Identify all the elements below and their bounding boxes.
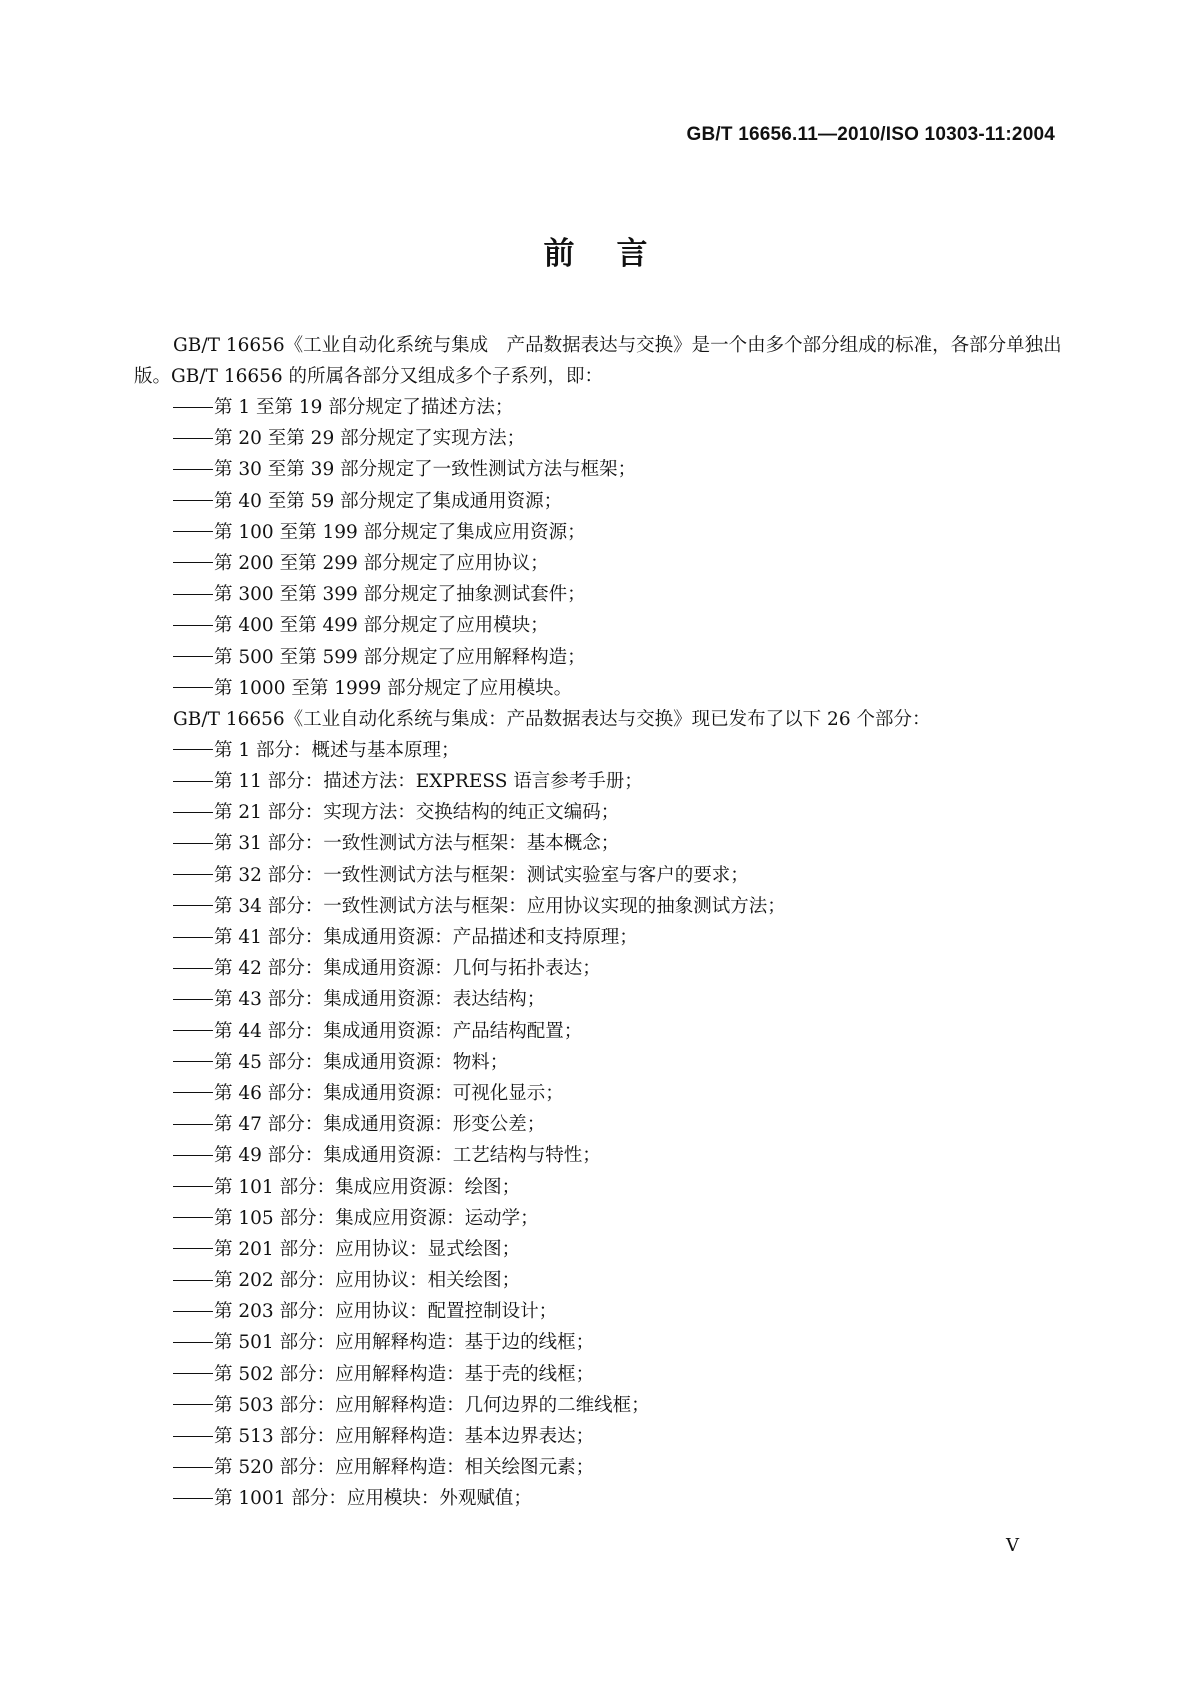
em-dash-marker [173,1373,213,1374]
series-item [134,642,1064,673]
part-item [134,1047,1064,1078]
part-item-text: 第 32 部分：一致性测试方法与框架：测试实验室与客户的要求； [214,864,749,886]
part-item [134,1078,1064,1109]
part-item [134,891,1064,922]
em-dash-marker [173,1342,213,1343]
em-dash-marker [173,1217,213,1218]
part-item [134,922,1064,953]
em-dash-marker [173,1311,213,1312]
part-item-text: 第 42 部分：集成通用资源：几何与拓扑表达； [214,958,601,980]
part-item [134,735,1064,766]
part-item [134,1452,1064,1483]
part-item-text: 第 47 部分：集成通用资源：形变公差； [214,1114,546,1136]
series-item [134,423,1064,454]
part-item [134,1172,1064,1203]
part-item-text: 第 1001 部分：应用模块：外观赋值； [214,1488,532,1510]
part-item-text: 第 1 部分：概述与基本原理； [214,739,460,761]
series-item-text: 第 400 至第 499 部分规定了应用模块； [214,615,549,637]
em-dash-marker [173,1092,213,1093]
part-item [134,1359,1064,1390]
series-item-text: 第 40 至第 59 部分规定了集成通用资源； [214,490,563,512]
published-parts-paragraph: GB/T 16656《工业自动化系统与集成：产品数据表达与交换》现已发布了以下 26 个部分： [173,708,931,730]
part-item-text: 第 44 部分：集成通用资源：产品结构配置； [214,1020,583,1042]
parts-list [134,735,1064,1515]
part-item-text: 第 34 部分：一致性测试方法与框架：应用协议实现的抽象测试方法； [214,895,786,917]
page-number: V [1006,1535,1019,1556]
part-item-text: 第 501 部分：应用解释构造：基于边的线框； [214,1332,595,1354]
part-item [134,1016,1064,1047]
part-item [134,1296,1064,1327]
em-dash-marker [173,594,213,595]
part-item [134,1265,1064,1296]
standard-number-header: GB/T 16656.11—2010/ISO 10303-11:2004 [686,124,1055,145]
em-dash-marker [173,968,213,969]
em-dash-marker [173,1030,213,1031]
em-dash-marker [173,1155,213,1156]
em-dash-marker [173,1436,213,1437]
part-item-text: 第 513 部分：应用解释构造：基本边界表达； [214,1426,595,1447]
em-dash-marker [173,1186,213,1187]
em-dash-marker [173,1404,213,1405]
part-item-text: 第 202 部分：应用协议：相关绘图； [214,1270,521,1292]
page-title: 前言 [543,236,690,272]
part-item [134,984,1064,1015]
series-item-text: 第 300 至第 399 部分规定了抽象测试套件； [214,584,586,606]
part-item-text: 第 11 部分：描述方法：EXPRESS 语言参考手册； [214,771,643,793]
em-dash-marker [173,1248,213,1249]
series-list [134,392,1064,704]
part-item-text: 第 46 部分：集成通用资源：可视化显示； [214,1082,564,1104]
part-item [134,828,1064,859]
part-item [134,1140,1064,1171]
em-dash-marker [173,407,213,408]
part-item-text: 第 105 部分：集成应用资源：运动学； [214,1207,539,1229]
em-dash-marker [173,749,213,750]
series-item-text: 第 1000 至第 1999 部分规定了应用模块。 [214,677,573,699]
em-dash-marker [173,562,213,563]
series-item-text: 第 1 至第 19 部分规定了描述方法； [214,397,514,418]
part-item-text: 第 31 部分：一致性测试方法与框架：基本概念； [214,833,620,855]
em-dash-marker [173,937,213,938]
part-item-text: 第 203 部分：应用协议：配置控制设计； [214,1301,558,1323]
part-item-text: 第 41 部分：集成通用资源：产品描述和支持原理； [214,927,638,948]
series-item [134,517,1064,548]
series-item-text: 第 30 至第 39 部分规定了一致性测试方法与框架； [214,459,637,481]
em-dash-marker [173,469,213,470]
em-dash-marker [173,438,213,439]
part-item [134,1234,1064,1265]
part-item [134,766,1064,797]
em-dash-marker [173,874,213,875]
part-item [134,860,1064,891]
em-dash-marker [173,812,213,813]
document-body [134,330,1064,1515]
part-item [134,1483,1064,1514]
part-item-text: 第 21 部分：实现方法：交换结构的纯正文编码； [214,802,620,824]
series-item [134,610,1064,641]
series-item-text: 第 500 至第 599 部分规定了应用解释构造； [214,646,586,668]
series-item [134,454,1064,485]
part-item [134,797,1064,828]
part-item [134,1203,1064,1234]
em-dash-marker [173,843,213,844]
part-item-text: 第 502 部分：应用解释构造：基于壳的线框； [214,1363,595,1385]
em-dash-marker [173,500,213,501]
part-item-text: 第 520 部分：应用解释构造：相关绘图元素； [214,1457,595,1479]
series-item [134,579,1064,610]
series-item [134,392,1064,423]
part-item-text: 第 45 部分：集成通用资源：物料； [214,1051,509,1073]
part-item [134,1109,1064,1140]
em-dash-marker [173,781,213,782]
series-item-text: 第 200 至第 299 部分规定了应用协议； [214,552,549,574]
part-item-text: 第 101 部分：集成应用资源：绘图； [214,1176,521,1198]
em-dash-marker [173,999,213,1000]
em-dash-marker [173,531,213,532]
em-dash-marker [173,656,213,657]
series-item [134,548,1064,579]
em-dash-marker [173,1124,213,1125]
part-item [134,1421,1064,1452]
part-item-text: 第 43 部分：集成通用资源：表达结构； [214,989,546,1011]
series-item [134,486,1064,517]
em-dash-marker [173,1498,213,1499]
em-dash-marker [173,1061,213,1062]
series-item-text: 第 20 至第 29 部分规定了实现方法； [214,428,526,450]
em-dash-marker [173,625,213,626]
part-item-text: 第 201 部分：应用协议：显式绘图； [214,1238,521,1260]
part-item-text: 第 503 部分：应用解释构造：几何边界的二维线框； [214,1394,650,1416]
part-item-text: 第 49 部分：集成通用资源：工艺结构与特性； [214,1145,601,1167]
part-item [134,953,1064,984]
em-dash-marker [173,1280,213,1281]
part-item [134,1327,1064,1358]
part-item [134,1390,1064,1421]
series-item-text: 第 100 至第 199 部分规定了集成应用资源； [214,521,586,543]
em-dash-marker [173,1467,213,1468]
em-dash-marker [173,905,213,906]
series-item [134,673,1064,704]
em-dash-marker [173,687,213,688]
intro-paragraph: GB/T 16656《工业自动化系统与集成 产品数据表达与交换》是一个由多个部分组成的标准，各部分单独出版。GB/T 16656 的所属各部分又组成多个子系列，即： [134,335,1062,387]
